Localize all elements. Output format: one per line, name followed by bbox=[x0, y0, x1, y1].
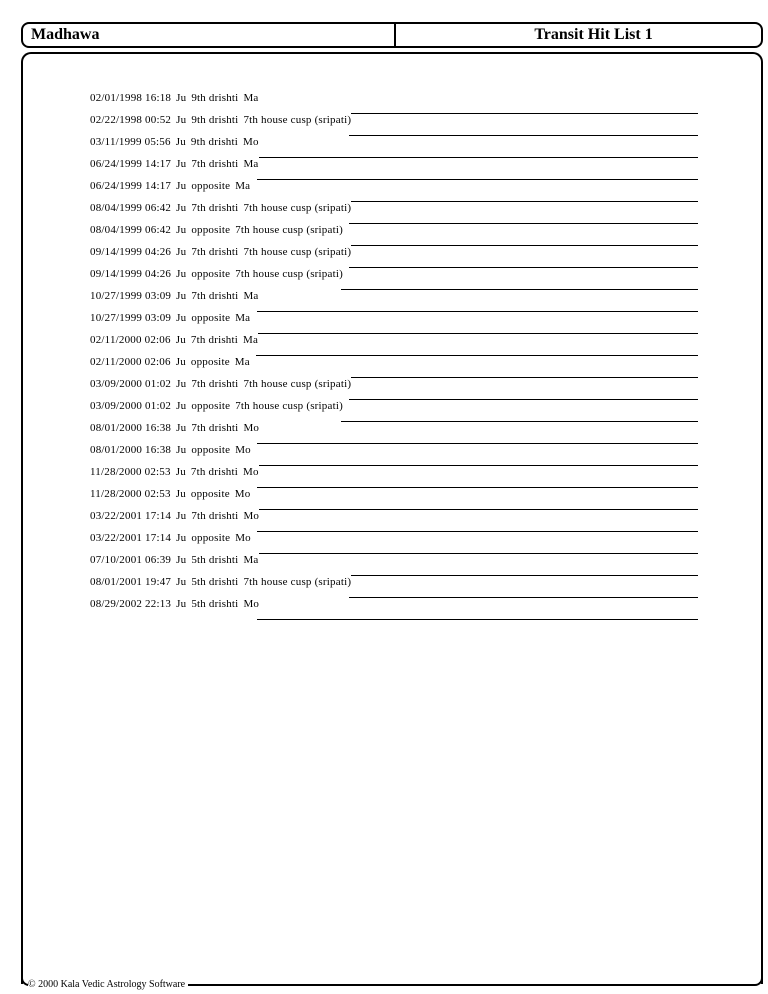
hit-text bbox=[90, 487, 250, 501]
hit-aspect: 7th drishti bbox=[190, 466, 239, 478]
hit-planet: Ju bbox=[176, 290, 187, 302]
hit-datetime: 08/01/2000 16:38 bbox=[90, 422, 172, 434]
hit-datetime: 03/22/2001 17:14 bbox=[90, 532, 172, 544]
hit-text bbox=[90, 509, 259, 523]
hit-row bbox=[90, 91, 698, 113]
hit-target: Mo bbox=[234, 488, 251, 500]
hit-row bbox=[90, 377, 698, 399]
hit-planet: Ju bbox=[176, 554, 187, 566]
hit-text bbox=[90, 135, 259, 149]
hit-text bbox=[90, 465, 259, 479]
hit-text bbox=[90, 179, 250, 193]
hit-aspect: opposite bbox=[191, 180, 231, 192]
hit-datetime: 02/22/1998 00:52 bbox=[90, 114, 172, 126]
hit-text bbox=[90, 421, 259, 435]
hit-target: Ma bbox=[234, 356, 250, 368]
hit-datetime: 07/10/2001 06:39 bbox=[90, 554, 172, 566]
hit-planet: Ju bbox=[176, 422, 187, 434]
hit-planet: Ju bbox=[176, 312, 187, 324]
hit-target: Mo bbox=[243, 510, 260, 522]
hit-target: Mo bbox=[243, 466, 259, 478]
hit-aspect: 9th drishti bbox=[190, 136, 239, 148]
hit-text bbox=[90, 113, 351, 127]
hit-aspect: 5th drishti bbox=[191, 554, 239, 566]
hit-text bbox=[90, 201, 351, 215]
hit-aspect: 5th drishti bbox=[191, 576, 239, 588]
hit-aspect: 7th drishti bbox=[190, 334, 239, 346]
hit-planet: Ju bbox=[176, 268, 187, 280]
hit-datetime: 08/01/2000 16:38 bbox=[90, 444, 172, 456]
hit-datetime: 02/11/2000 02:06 bbox=[90, 356, 171, 368]
person-name: Madhawa bbox=[23, 24, 396, 46]
hit-datetime: 10/27/1999 03:09 bbox=[90, 290, 172, 302]
hit-datetime: 09/14/1999 04:26 bbox=[90, 268, 172, 280]
hit-planet: Ju bbox=[176, 92, 187, 104]
hit-planet: Ju bbox=[176, 598, 187, 610]
hit-aspect: 9th drishti bbox=[191, 92, 239, 104]
hit-datetime: 03/09/2000 01:02 bbox=[90, 400, 172, 412]
hit-aspect: opposite bbox=[191, 312, 231, 324]
hit-target: Mo bbox=[235, 444, 251, 456]
hit-row bbox=[90, 113, 698, 135]
hit-datetime: 02/11/2000 02:06 bbox=[90, 334, 171, 346]
hit-aspect: opposite bbox=[190, 488, 230, 500]
hit-planet: Ju bbox=[175, 334, 186, 346]
hit-aspect: 5th drishti bbox=[191, 598, 239, 610]
hit-text bbox=[90, 223, 343, 237]
hit-target: Ma bbox=[243, 158, 259, 170]
hit-aspect: opposite bbox=[191, 268, 231, 280]
hit-text bbox=[90, 553, 259, 567]
hit-target: Mo bbox=[243, 136, 259, 148]
hit-text bbox=[90, 355, 250, 369]
hit-planet: Ju bbox=[176, 576, 187, 588]
hit-target: 7th house cusp (sripati) bbox=[235, 400, 343, 412]
hit-datetime: 10/27/1999 03:09 bbox=[90, 312, 172, 324]
hit-text bbox=[90, 377, 351, 391]
hit-row bbox=[90, 355, 698, 377]
hit-planet: Ju bbox=[176, 378, 187, 390]
hit-datetime: 02/01/1998 16:18 bbox=[90, 92, 172, 104]
hit-datetime: 03/09/2000 01:02 bbox=[90, 378, 172, 390]
hit-text bbox=[90, 157, 259, 171]
hit-aspect: 7th drishti bbox=[191, 246, 239, 258]
hit-target: Ma bbox=[243, 554, 259, 566]
hit-text bbox=[90, 333, 258, 347]
hit-text bbox=[90, 443, 251, 457]
hit-planet: Ju bbox=[175, 488, 186, 500]
hit-planet: Ju bbox=[175, 356, 186, 368]
hit-row bbox=[90, 443, 698, 465]
hit-target: Ma bbox=[243, 334, 259, 346]
hit-datetime: 03/11/1999 05:56 bbox=[90, 136, 171, 148]
hit-target: Mo bbox=[243, 422, 260, 434]
hit-text bbox=[90, 531, 251, 545]
hit-target: 7th house cusp (sripati) bbox=[243, 114, 352, 126]
hit-text bbox=[90, 597, 259, 611]
hit-target: 7th house cusp (sripati) bbox=[243, 576, 352, 588]
hit-text bbox=[90, 575, 351, 589]
hit-aspect: 9th drishti bbox=[191, 114, 239, 126]
hit-target: Mo bbox=[235, 532, 251, 544]
hit-row bbox=[90, 179, 698, 201]
hit-target: Ma bbox=[243, 92, 259, 104]
hit-datetime: 09/14/1999 04:26 bbox=[90, 246, 172, 258]
hit-row bbox=[90, 201, 698, 223]
hit-aspect: 7th drishti bbox=[191, 378, 239, 390]
hit-row bbox=[90, 333, 698, 355]
hit-datetime: 08/04/1999 06:42 bbox=[90, 202, 172, 214]
hit-planet: Ju bbox=[176, 400, 187, 412]
hit-row bbox=[90, 487, 698, 509]
hit-target: Ma bbox=[243, 290, 259, 302]
hit-text bbox=[90, 399, 343, 413]
hit-aspect: opposite bbox=[191, 532, 231, 544]
hit-datetime: 11/28/2000 02:53 bbox=[90, 466, 171, 478]
hit-aspect: 7th drishti bbox=[191, 202, 239, 214]
hit-text bbox=[90, 289, 259, 303]
hit-planet: Ju bbox=[176, 202, 187, 214]
hit-datetime: 03/22/2001 17:14 bbox=[90, 510, 172, 522]
hit-row bbox=[90, 597, 698, 619]
hit-aspect: 7th drishti bbox=[191, 510, 239, 522]
hit-text bbox=[90, 311, 250, 325]
hit-aspect: 7th drishti bbox=[191, 290, 239, 302]
hit-row bbox=[90, 223, 698, 245]
hit-datetime: 06/24/1999 14:17 bbox=[90, 180, 172, 192]
hit-underline bbox=[257, 619, 698, 620]
hit-row bbox=[90, 421, 698, 443]
hit-planet: Ju bbox=[175, 136, 186, 148]
hit-row bbox=[90, 245, 698, 267]
hit-target: 7th house cusp (sripati) bbox=[243, 202, 352, 214]
hit-planet: Ju bbox=[176, 532, 187, 544]
hit-target: 7th house cusp (sripati) bbox=[243, 246, 352, 258]
report-title: Transit Hit List 1 bbox=[534, 26, 653, 43]
hit-text bbox=[90, 91, 259, 105]
hit-datetime: 06/24/1999 14:17 bbox=[90, 158, 172, 170]
hit-planet: Ju bbox=[176, 158, 187, 170]
hit-row bbox=[90, 575, 698, 597]
hit-aspect: opposite bbox=[191, 400, 231, 412]
hit-planet: Ju bbox=[175, 466, 186, 478]
hit-row bbox=[90, 157, 698, 179]
hit-planet: Ju bbox=[176, 224, 187, 236]
hit-datetime: 08/04/1999 06:42 bbox=[90, 224, 172, 236]
hit-row bbox=[90, 399, 698, 421]
hit-planet: Ju bbox=[176, 180, 187, 192]
hit-datetime: 08/01/2001 19:47 bbox=[90, 576, 172, 588]
hit-row bbox=[90, 465, 698, 487]
hit-target: 7th house cusp (sripati) bbox=[235, 268, 343, 280]
hit-row bbox=[90, 135, 698, 157]
hit-target: 7th house cusp (sripati) bbox=[243, 378, 352, 390]
transit-hit-list bbox=[90, 91, 698, 619]
report-header bbox=[21, 22, 763, 48]
hit-target: Ma bbox=[235, 180, 251, 192]
hit-aspect: 7th drishti bbox=[191, 158, 239, 170]
hit-planet: Ju bbox=[176, 510, 187, 522]
hit-datetime: 11/28/2000 02:53 bbox=[90, 488, 171, 500]
hit-text bbox=[90, 245, 351, 259]
hit-row bbox=[90, 553, 698, 575]
hit-datetime: 08/29/2002 22:13 bbox=[90, 598, 172, 610]
hit-row bbox=[90, 531, 698, 553]
hit-row bbox=[90, 289, 698, 311]
hit-target: 7th house cusp (sripati) bbox=[235, 224, 343, 236]
hit-row bbox=[90, 509, 698, 531]
copyright-footer: © 2000 Kala Vedic Astrology Software bbox=[28, 979, 188, 991]
hit-planet: Ju bbox=[176, 114, 187, 126]
hit-aspect: opposite bbox=[191, 224, 231, 236]
hit-target: Ma bbox=[235, 312, 251, 324]
hit-target: Mo bbox=[243, 598, 260, 610]
hit-row bbox=[90, 311, 698, 333]
hit-aspect: 7th drishti bbox=[191, 422, 239, 434]
hit-text bbox=[90, 267, 343, 281]
hit-planet: Ju bbox=[176, 444, 187, 456]
hit-planet: Ju bbox=[176, 246, 187, 258]
hit-aspect: opposite bbox=[191, 444, 231, 456]
hit-aspect: opposite bbox=[190, 356, 230, 368]
hit-row bbox=[90, 267, 698, 289]
